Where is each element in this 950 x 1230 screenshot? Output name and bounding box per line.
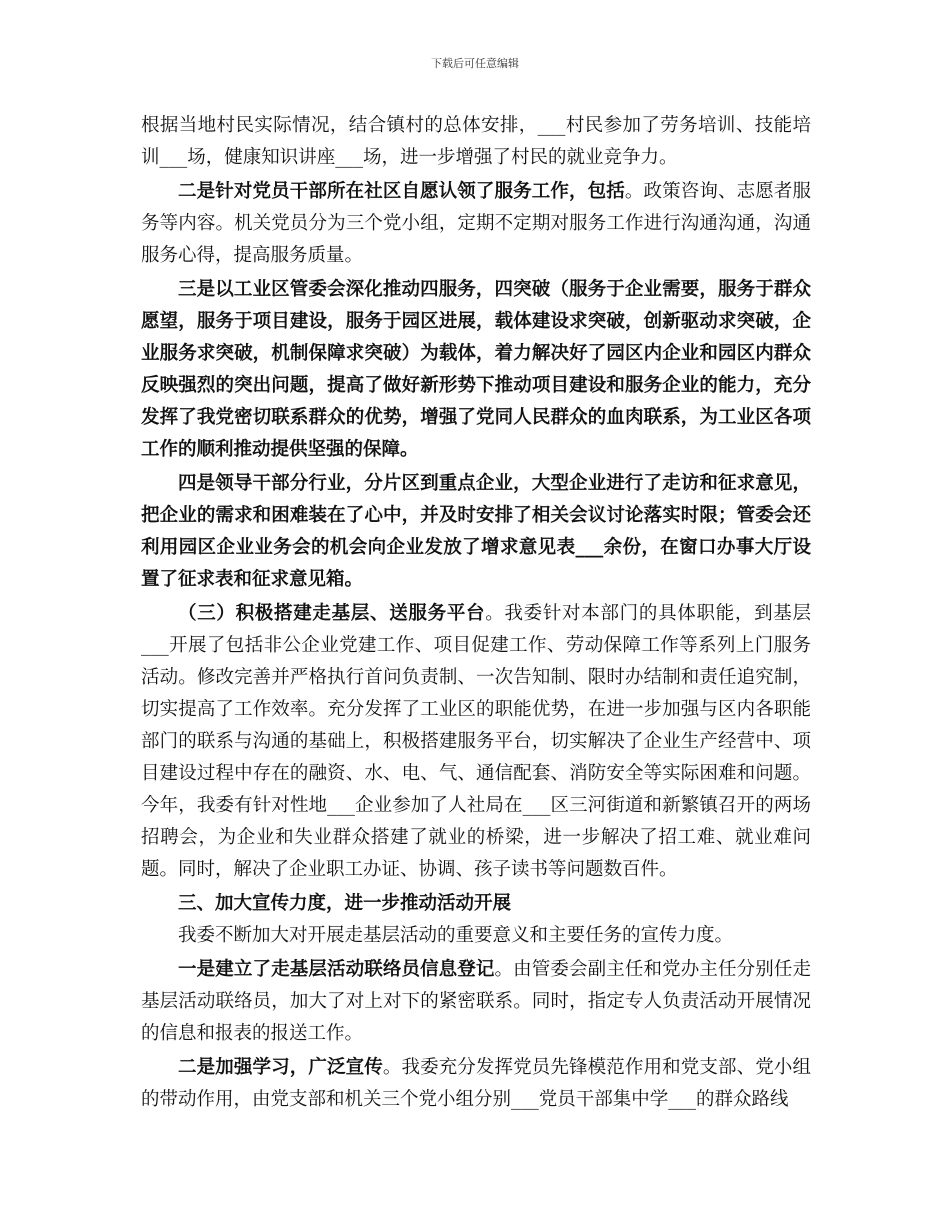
paragraph-7: 我委不断加大对开展走基层活动的重要意义和主要任务的宣传力度。 (178, 925, 734, 946)
paragraph-8-lead: 一是建立了走基层活动联络员信息登记 (178, 959, 495, 980)
paragraph-2-lead: 二是针对党员干部所在社区自愿认领了服务工作，包括 (178, 181, 625, 202)
paragraph-9 (141, 1052, 811, 1116)
paragraph-8 (141, 954, 811, 1050)
document-body (141, 110, 811, 1116)
paragraph-4: 四是领导干部分行业，分片区到重点企业，大型企业进行了走访和征求意见，把企业的需求和困难装在了心中，并及时安排了相关会议讨论落实时限；管委会还利用园区企业业务会的机会向企业发放了增求意见表___余份，在窗口办事大厅设置了征求表和征求意见箱。 (141, 473, 811, 590)
paragraph-2-body: 。政策咨询、志愿者服务等内容。机关党员分为三个党小组，定期不定期对服务工作进行沟通沟通，沟通服务心得，提高服务质量。 (141, 181, 811, 266)
paragraph-5-body: 。我委针对本部门的具体职能，到基层___开展了包括非公企业党建工作、项目促建工作、劳动保障工作等系列上门服务活动。修改完善并严格执行首问负责制、一次告知制、限时办结制和责任追究制，切实提高了工作效率。充分发挥了工业区的职能优势，在进一步加强与区内各职能部门的联系与沟通的基础上，积极搭建服务平台，切实解决了企业生产经营中、项目建设过程中存在的融资、水、电、气、通信配套、消防安全等实际困难和问题。今年，我委有针对性地___企业参加了人社局在___区三河街道和新繁镇召开的两场招聘会，为企业和失业群众搭建了就业的桥梁，进一步解决了招工难、就业难问题。同时，解决了企业职工办证、协调、孩子读书等问题数百件。 (141, 603, 811, 880)
paragraph-9-body: 。我委充分发挥党员先锋模范作用和党支部、党小组的带动作用，由党支部和机关三个党小组分别___党员干部集中学___的群众路线 (141, 1057, 811, 1110)
paragraph-8-body: 。由管委会副主任和党办主任分别任走基层活动联络员，加大了对上对下的紧密联系。同时，指定专人负责活动开展情况的信息和报表的报送工作。 (141, 959, 811, 1044)
paragraph-1: 根据当地村民实际情况，结合镇村的总体安排，___村民参加了劳务培训、技能培训___场，健康知识讲座___场，进一步增强了村民的就业竞争力。 (141, 115, 811, 168)
paragraph-5 (141, 598, 811, 886)
section-heading: 三、加大宣传力度，进一步推动活动开展 (178, 893, 512, 914)
page-header: 下载后可任意编辑 (431, 57, 519, 70)
paragraph-3: 三是以工业区管委会深化推动四服务，四突破（服务于企业需要，服务于群众愿望，服务于项目建设，服务于园区进展，载体建设求突破，创新驱动求突破，企业服务求突破，机制保障求突破）为载体，着力解决好了园区内企业和园区内群众反映强烈的突出问题，提高了做好新形势下推动项目建设和服务企业的能力，充分发挥了我党密切联系群众的优势，增强了党同人民群众的血肉联系，为工业区各项工作的顺利推动提供坚强的保障。 (141, 279, 811, 460)
paragraph-2 (141, 176, 811, 272)
paragraph-5-lead: （三）积极搭建走基层、送服务平台 (178, 603, 486, 624)
paragraph-9-lead: 二是加强学习，广泛宣传 (178, 1057, 383, 1078)
